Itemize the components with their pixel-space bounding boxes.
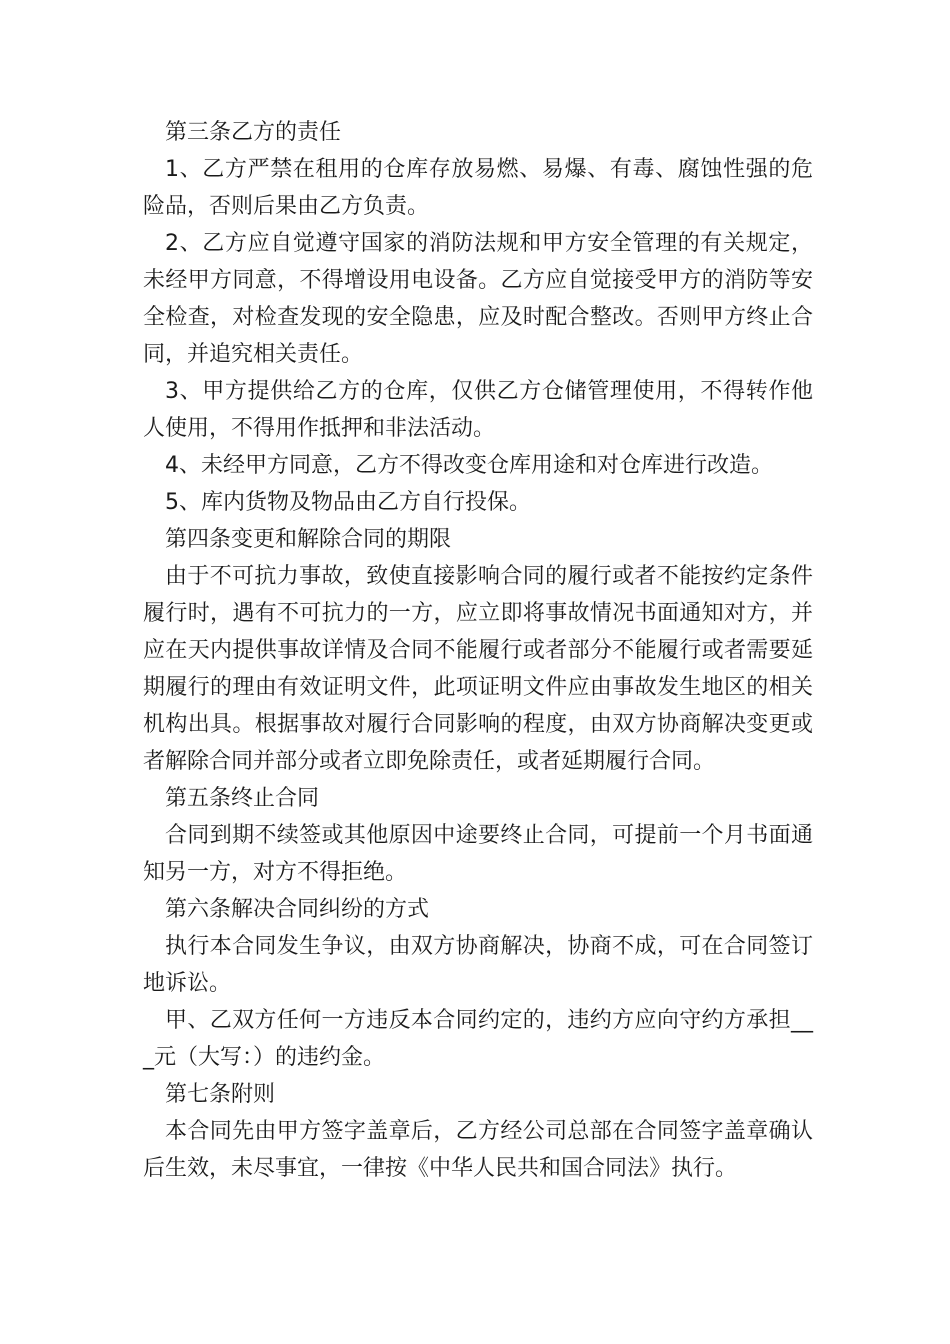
clause-paragraph: 1、乙方严禁在租用的仓库存放易燃、易爆、有毒、腐蚀性强的危险品，否则后果由乙方负责。: [143, 157, 813, 219]
section-heading-6: 第六条解决合同纠纷的方式: [165, 897, 430, 922]
clause-paragraph: 本合同先由甲方签字盖章后，乙方经公司总部在合同签字盖章确认后生效，未尽事宜，一律按《中华人民共和国合同法》执行。: [143, 1119, 813, 1181]
clause-paragraph: 2、乙方应自觉遵守国家的消防法规和甲方安全管理的有关规定，未经甲方同意，不得增设用电设备。乙方应自觉接受甲方的消防等安全检查，对检查发现的安全隐患，应及时配合整改。否则甲方终止合同，并追究相关责任。: [143, 231, 813, 367]
clause-paragraph: 4、未经甲方同意，乙方不得改变仓库用途和对仓库进行改造。: [165, 453, 773, 478]
document-body: [143, 114, 813, 1187]
clause-paragraph: 合同到期不续签或其他原因中途要终止合同，可提前一个月书面通知另一方，对方不得拒绝。: [143, 823, 813, 885]
clause-paragraph: 由于不可抗力事故，致使直接影响合同的履行或者不能按约定条件履行时，遇有不可抗力的一方，应立即将事故情况书面通知对方，并应在天内提供事故详情及合同不能履行或者部分不能履行或者需要延期履行的理由有效证明文件，此项证明文件应由事故发生地区的相关机构出具。根据事故对履行合同影响的程度，由双方协商解决变更或者解除合同并部分或者立即免除责任，或者延期履行合同。: [143, 564, 813, 774]
section-heading-5: 第五条终止合同: [165, 786, 320, 811]
clause-paragraph: 执行本合同发生争议，由双方协商解决，协商不成，可在合同签订地诉讼。: [143, 934, 813, 996]
clause-paragraph: 5、库内货物及物品由乙方自行投保。: [165, 490, 531, 515]
clause-paragraph: 3、甲方提供给乙方的仓库，仅供乙方仓储管理使用，不得转作他人使用，不得用作抵押和非法活动。: [143, 379, 813, 441]
section-heading-3: 第三条乙方的责任: [165, 120, 342, 145]
section-heading-7: 第七条附则: [165, 1082, 276, 1107]
section-heading-4: 第四条变更和解除合同的期限: [165, 527, 452, 552]
clause-paragraph: 甲、乙双方任何一方违反本合同约定的，违约方应向守约方承担___元（大写：）的违约金。: [143, 1008, 813, 1070]
